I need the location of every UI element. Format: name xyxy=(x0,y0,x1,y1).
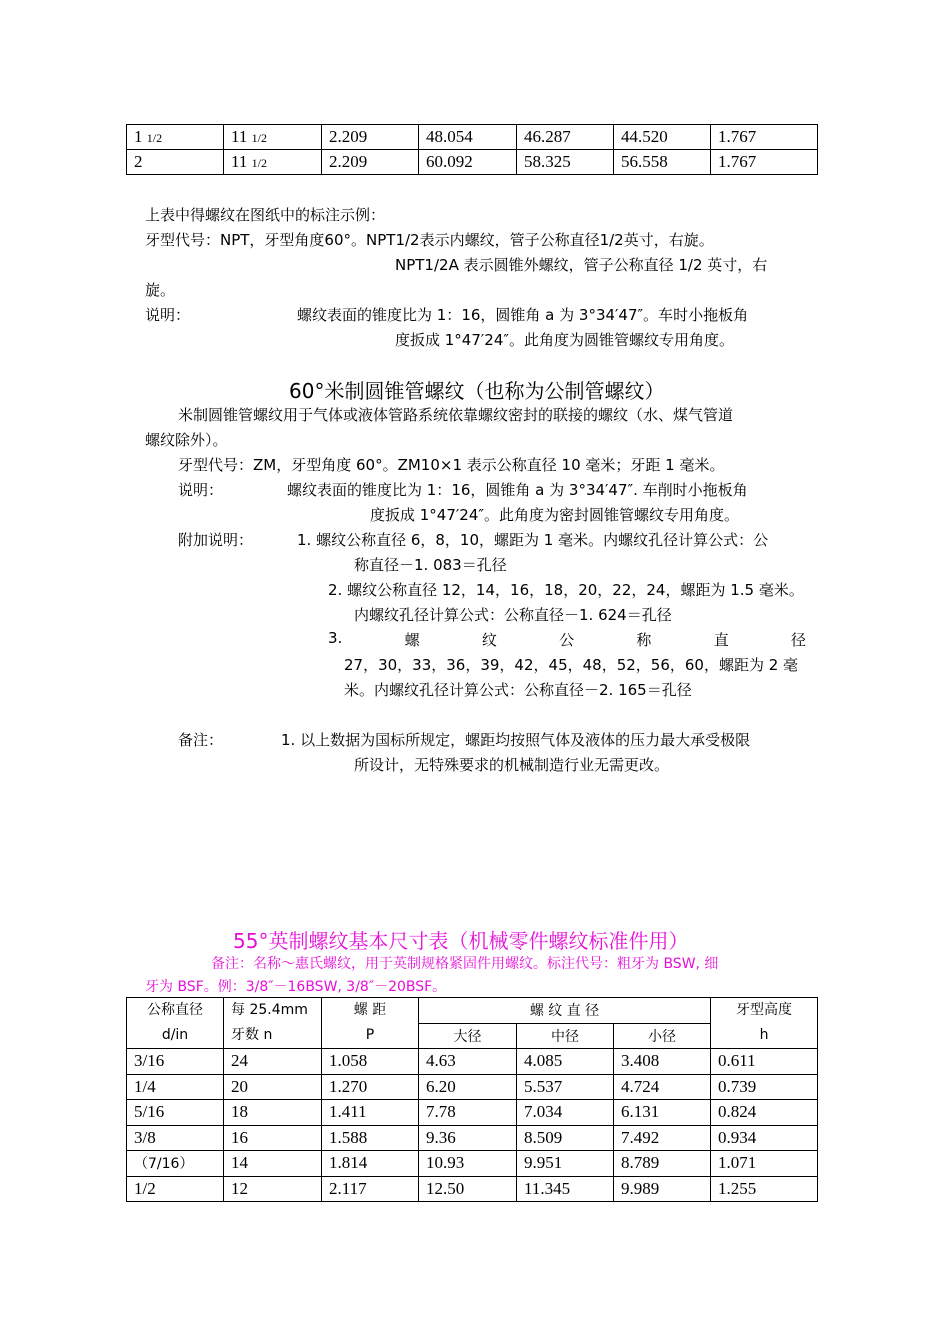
table-cell: 18 xyxy=(224,1100,322,1126)
zm-remark-label: 备注： xyxy=(178,731,224,749)
table-row xyxy=(127,125,818,150)
table-cell: 9.951 xyxy=(517,1151,614,1177)
zm-remark-text-cont: 所设计，无特殊要求的机械制造行业无需更改。 xyxy=(354,756,670,774)
table-cell: 0.934 xyxy=(711,1125,818,1151)
threads-per-inch-cell: 11 1/2 xyxy=(224,150,322,175)
col-header-thread-diameter: 螺 纹 直 径 xyxy=(419,998,711,1024)
zm-remark-text: 1. 以上数据为国标所规定，螺距均按照气体及液体的压力最大承受极限 xyxy=(281,731,751,749)
table-cell: 7.492 xyxy=(614,1125,711,1151)
table-cell: 1/2 xyxy=(127,1176,224,1202)
table-cell: 5.537 xyxy=(517,1074,614,1100)
table-cell: 20 xyxy=(224,1074,322,1100)
npt-explain-label: 说明： xyxy=(145,306,191,324)
zm-code-line: 牙型代号：ZM，牙型角度 60°。ZM10×1 表示公称直径 10 毫米；牙距 1 毫米。 xyxy=(178,456,725,474)
table-row xyxy=(127,1074,818,1100)
col-header-threads-per-inch: 每 25.4mm 牙数 n xyxy=(224,998,322,1049)
table-cell: 1.814 xyxy=(322,1151,419,1177)
pitch-cell: 2.209 xyxy=(322,150,419,175)
table-cell: 2.117 xyxy=(322,1176,419,1202)
threads-per-inch-cell: 11 1/2 xyxy=(224,125,322,150)
table-header-row xyxy=(127,998,818,1024)
table-cell: 1/4 xyxy=(127,1074,224,1100)
npt-external-line: NPT1/2A 表示圆锥外螺纹，管子公称直径 1/2 英寸，右 xyxy=(395,256,768,274)
bsw-dimension-table xyxy=(126,997,818,1202)
bsw-section-heading: 55°英制螺纹基本尺寸表（机械零件螺纹标准件用） xyxy=(233,929,689,953)
npt-explain-text: 螺纹表面的锥度比为 1：16，圆锥角 a 为 3°34′47″。车时小拖板角 xyxy=(297,306,749,324)
zm-intro-paragraph-cont: 螺纹除外）。 xyxy=(145,431,228,449)
npt-notes-intro: 上表中得螺纹在图纸中的标注示例： xyxy=(145,206,386,224)
table-cell: 16 xyxy=(224,1125,322,1151)
zm-explain-text-cont: 度扳成 1°47′24″。此角度为密封圆锥管螺纹专用角度。 xyxy=(370,506,739,524)
table-cell: 4.085 xyxy=(517,1049,614,1075)
table-cell: 11.345 xyxy=(517,1176,614,1202)
pitch-cell: 2.209 xyxy=(322,125,419,150)
zm-intro-paragraph: 米制圆锥管螺纹用于气体或液体管路系统依靠螺纹密封的联接的螺纹（水、煤气管道 xyxy=(178,406,734,424)
bsw-note: 备注：名称～惠氏螺纹，用于英制规格紧固件用螺纹。标注代号：粗牙为 BSW, 细 xyxy=(211,956,719,972)
table-cell: 0.739 xyxy=(711,1074,818,1100)
nominal-size-cell: 2 xyxy=(127,150,224,175)
zm-extra-item-3-cont: 27，30，33，36，39，42，45，48，52，56，60，螺距为 2 毫 xyxy=(344,656,799,674)
table-cell: 7.78 xyxy=(419,1100,517,1126)
table-cell: 1.071 xyxy=(711,1151,818,1177)
table-cell: 1.255 xyxy=(711,1176,818,1202)
major-diameter-cell: 60.092 xyxy=(419,150,517,175)
table-row xyxy=(127,1049,818,1075)
pitch-diameter-cell: 46.287 xyxy=(517,125,614,150)
zm-explain-label: 说明： xyxy=(178,481,224,499)
table-cell: 6.20 xyxy=(419,1074,517,1100)
table-cell: 3/16 xyxy=(127,1049,224,1075)
table-cell: 10.93 xyxy=(419,1151,517,1177)
pitch-diameter-cell: 58.325 xyxy=(517,150,614,175)
col-header-pitch: 螺 距 P xyxy=(322,998,419,1049)
table-cell: 4.63 xyxy=(419,1049,517,1075)
table-cell: 1.588 xyxy=(322,1125,419,1151)
table-cell: 7.034 xyxy=(517,1100,614,1126)
npt-dimension-table xyxy=(126,124,818,175)
zm-section-heading: 60°米制圆锥管螺纹（也称为公制管螺纹） xyxy=(289,379,665,403)
zm-extra-item-1-cont: 称直径－1. 083＝孔径 xyxy=(354,556,507,574)
zm-extra-label: 附加说明： xyxy=(178,531,254,549)
table-cell: 4.724 xyxy=(614,1074,711,1100)
table-cell: 9.989 xyxy=(614,1176,711,1202)
table-cell: 8.789 xyxy=(614,1151,711,1177)
col-header-minor-diameter: 小径 xyxy=(614,1023,711,1049)
npt-external-line-cont: 旋。 xyxy=(145,281,176,299)
table-cell: 3/8 xyxy=(127,1125,224,1151)
zm-extra-item-1: 1. 螺纹公称直径 6，8，10，螺距为 1 毫米。内螺纹孔径计算公式：公 xyxy=(297,531,769,549)
table-cell: 1.411 xyxy=(322,1100,419,1126)
col-header-nominal-diameter: 公称直径 d/in xyxy=(127,998,224,1049)
major-diameter-cell: 48.054 xyxy=(419,125,517,150)
table-cell: 12 xyxy=(224,1176,322,1202)
table-cell: 9.36 xyxy=(419,1125,517,1151)
table-cell: 1.270 xyxy=(322,1074,419,1100)
table-cell: 12.50 xyxy=(419,1176,517,1202)
zm-explain-text: 螺纹表面的锥度比为 1：16，圆锥角 a 为 3°34′47″. 车削时小拖板角 xyxy=(287,481,748,499)
table-row xyxy=(127,1125,818,1151)
table-cell: 0.824 xyxy=(711,1100,818,1126)
col-header-major-diameter: 大径 xyxy=(419,1023,517,1049)
bsw-note-cont: 牙为 BSF。例：3/8″－16BSW, 3/8″－20BSF。 xyxy=(145,979,447,995)
table-row xyxy=(127,1100,818,1126)
minor-diameter-cell: 44.520 xyxy=(614,125,711,150)
table-cell: 0.611 xyxy=(711,1049,818,1075)
table-cell: 14 xyxy=(224,1151,322,1177)
zm-extra-item-2: 2. 螺纹公称直径 12，14，16，18，20，22，24，螺距为 1.5 毫米。 xyxy=(328,581,804,599)
col-header-thread-height: 牙型高度 h xyxy=(711,998,818,1049)
table-cell: 1.058 xyxy=(322,1049,419,1075)
table-row xyxy=(127,1176,818,1202)
thread-height-cell: 1.767 xyxy=(711,150,818,175)
zm-extra-item-2-cont: 内螺纹孔径计算公式：公称直径－1. 624＝孔径 xyxy=(354,606,672,624)
table-cell: 6.131 xyxy=(614,1100,711,1126)
thread-height-cell: 1.767 xyxy=(711,125,818,150)
table-cell: （7/16） xyxy=(127,1151,224,1177)
minor-diameter-cell: 56.558 xyxy=(614,150,711,175)
table-row xyxy=(127,150,818,175)
table-cell: 8.509 xyxy=(517,1125,614,1151)
col-header-pitch-diameter: 中径 xyxy=(517,1023,614,1049)
zm-extra-item-3-cont2: 米。内螺纹孔径计算公式：公称直径－2. 165＝孔径 xyxy=(344,681,692,699)
npt-explain-text-cont: 度扳成 1°47′24″。此角度为圆锥管螺纹专用角度。 xyxy=(395,331,734,349)
table-cell: 24 xyxy=(224,1049,322,1075)
table-cell: 5/16 xyxy=(127,1100,224,1126)
table-cell: 3.408 xyxy=(614,1049,711,1075)
zm-extra-item-3: 3. 螺 纹 公 称 直 径 xyxy=(328,629,806,649)
npt-code-line: 牙型代号：NPT，牙型角度60°。NPT1/2表示内螺纹，管子公称直径1/2英寸，右旋。 xyxy=(145,231,714,249)
nominal-size-cell: 1 1/2 xyxy=(127,125,224,150)
table-row xyxy=(127,1151,818,1177)
